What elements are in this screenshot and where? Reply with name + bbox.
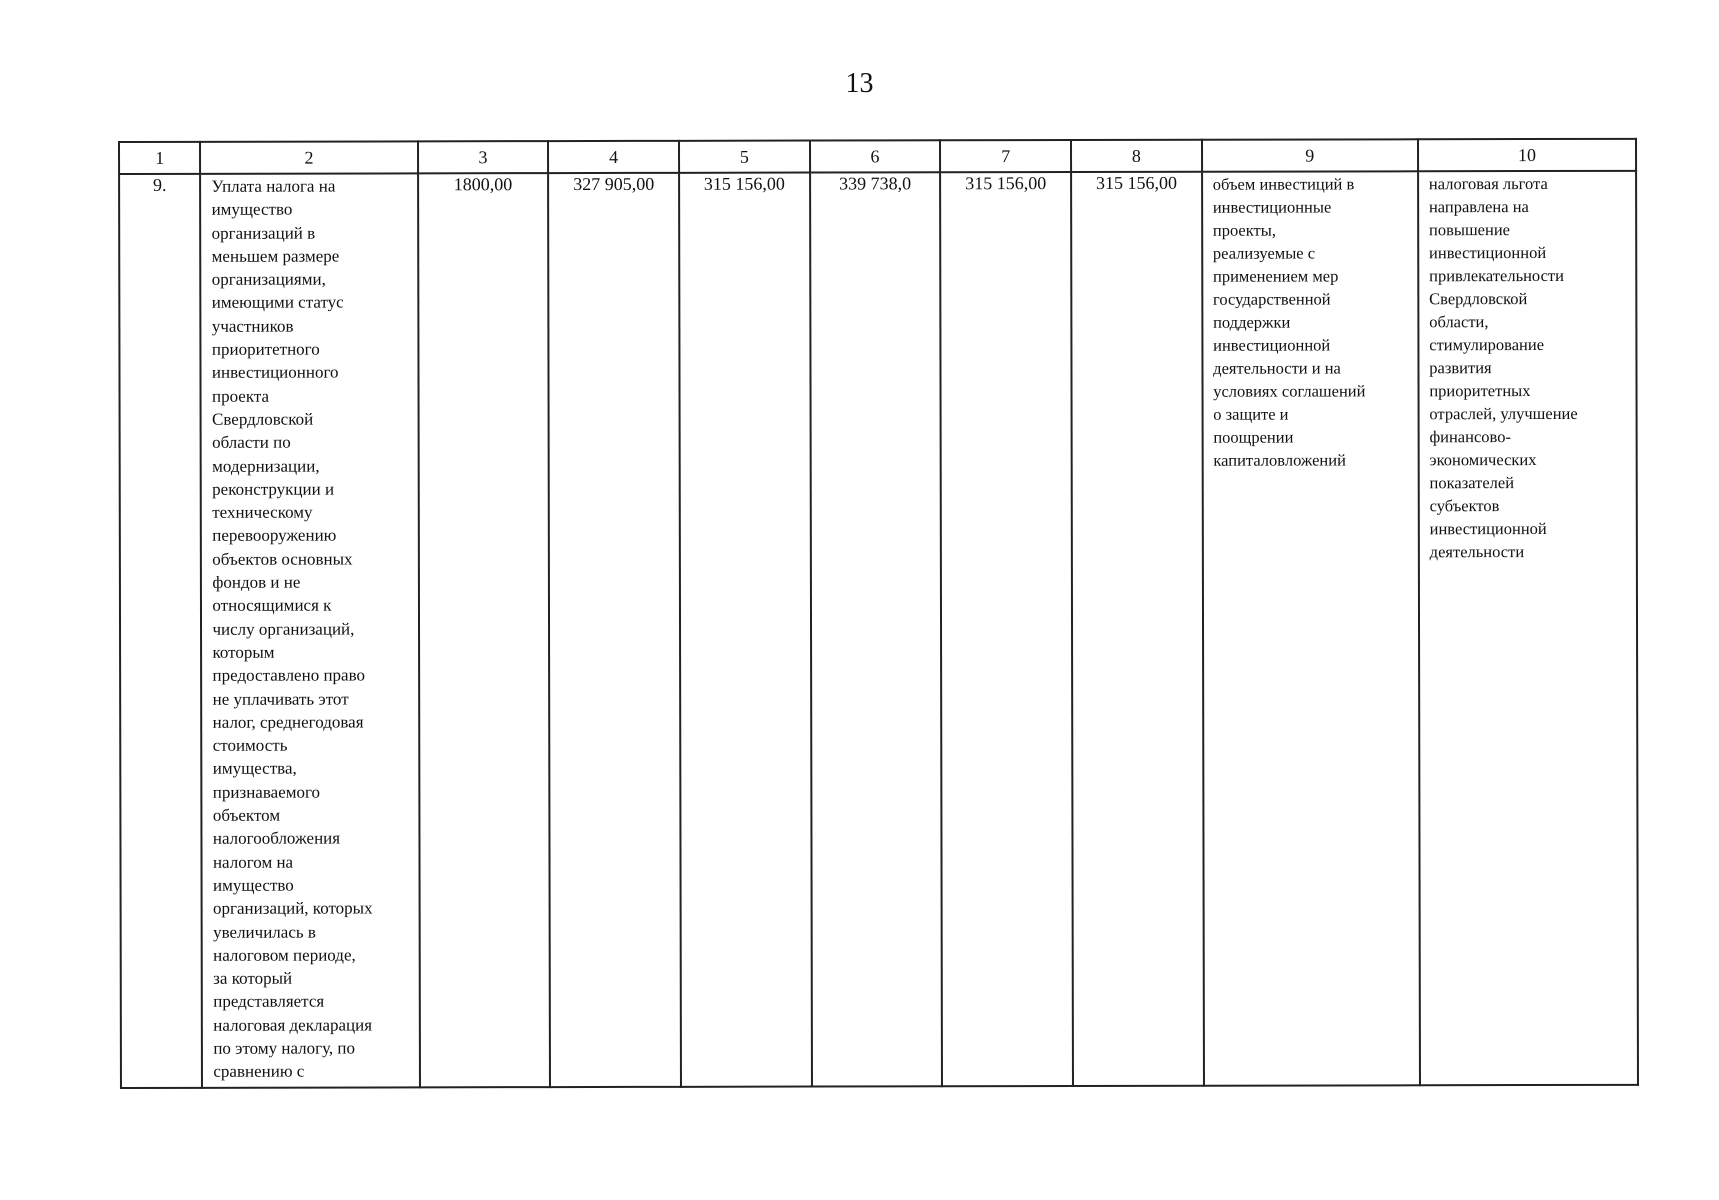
table-row xyxy=(119,171,1638,1088)
header-cell-5: 5 xyxy=(679,141,810,173)
row-value-col7: 315 156,00 xyxy=(940,172,1073,1086)
header-cell-8: 8 xyxy=(1071,140,1202,172)
header-cell-10: 10 xyxy=(1418,139,1636,171)
header-cell-6: 6 xyxy=(810,140,941,172)
row-value-col3: 1800,00 xyxy=(418,173,551,1087)
page-number: 13 xyxy=(845,68,874,99)
header-row xyxy=(119,139,1636,174)
row-description-cell: Уплата налога на имущество организаций в меньшем размере организациями, имеющими статус участников приоритетного инвестиционного проекта Свердловской области по модернизации, реконструкции и техническому перевооружению объектов основных фондов и не относящимися к числу организаций, которым предоставлено право не уплачивать этот налог, среднегодовая стоимость имущества, признаваемого объектом налогообложения налогом на имущество организаций, которых увеличилась в налоговом периоде, за который представляется налоговая декларация по этому налогу, по сравнению с xyxy=(200,173,419,1087)
row-value-col5: 315 156,00 xyxy=(679,173,812,1087)
header-cell-2: 2 xyxy=(200,141,417,173)
row-indicator-cell: объем инвестиций в инвестиционные проекты, реализуемые с применением мер государственной поддержки инвестиционной деятельности и на условиях соглашений о защите и поощрении капиталовложений xyxy=(1202,171,1420,1085)
row-index-cell: 9. xyxy=(119,174,202,1088)
header-cell-3: 3 xyxy=(418,141,549,173)
row-value-col8: 315 156,00 xyxy=(1071,172,1204,1086)
header-cell-7: 7 xyxy=(940,140,1071,172)
document-table xyxy=(118,138,1639,1089)
row-value-col6: 339 738,0 xyxy=(810,172,943,1086)
header-cell-4: 4 xyxy=(548,141,679,173)
row-goal-cell: налоговая льгота направлена на повышение инвестиционной привлекательности Свердловской области, стимулирование развития приоритетных отраслей, улучшение финансово- экономических показателей субъектов инвестиционной деятельности xyxy=(1418,171,1638,1085)
header-cell-1: 1 xyxy=(119,142,200,174)
header-cell-9: 9 xyxy=(1202,139,1418,171)
row-value-col4: 327 905,00 xyxy=(548,173,681,1087)
